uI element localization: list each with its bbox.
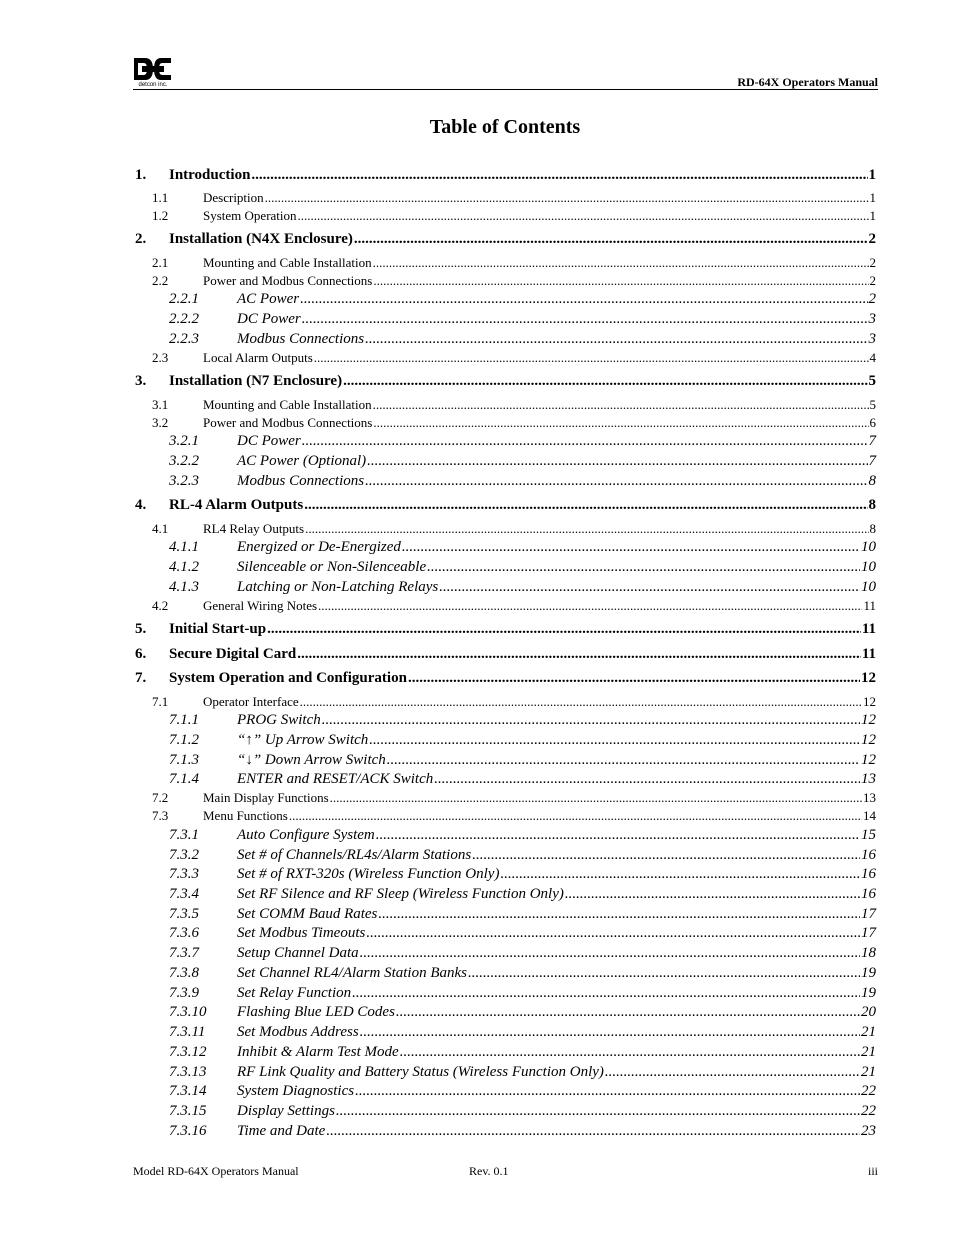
toc-entry-7-3-7[interactable]: [135, 945, 876, 962]
toc-leader-dots: [378, 906, 860, 923]
toc-entry-7-3-4[interactable]: [135, 886, 876, 903]
toc-leader-dots: [322, 712, 860, 729]
toc-entry-number: 5.: [135, 621, 147, 637]
page-title: Table of Contents: [429, 116, 581, 138]
toc-entry-page: 13: [861, 771, 876, 787]
table-of-contents: [135, 0, 876, 1235]
toc-entry-number: 7.1: [152, 694, 169, 709]
toc-entry-title: Time and Date: [237, 1123, 326, 1139]
toc-entry-number: 2.2.2: [169, 311, 199, 327]
toc-entry-7-3-8[interactable]: [135, 965, 876, 982]
toc-leader-dots: [360, 945, 860, 962]
toc-entry-title: System Diagnostics: [237, 1083, 355, 1099]
toc-entry-page: 11: [861, 621, 876, 637]
toc-entry-4-1-1[interactable]: [135, 539, 876, 556]
toc-leader-dots: [500, 866, 860, 883]
toc-leader-dots: [354, 231, 868, 248]
toc-entry-5[interactable]: [135, 621, 876, 638]
toc-leader-dots: [605, 1064, 860, 1081]
toc-entry-page: 16: [861, 847, 876, 863]
toc-entry-6[interactable]: [135, 646, 876, 663]
toc-entry-number: 3.2: [152, 415, 169, 430]
toc-leader-dots: [251, 167, 867, 184]
toc-entry-title: Initial Start-up: [169, 621, 267, 637]
footer-page-number: iii: [867, 1164, 878, 1178]
toc-entry-page: 5: [869, 397, 876, 412]
toc-entry-number: 4.1.2: [169, 559, 199, 575]
toc-entry-3-2[interactable]: [135, 415, 876, 431]
toc-leader-dots: [387, 752, 860, 769]
toc-entry-number: 7.3.9: [169, 985, 199, 1001]
toc-entry-7-1-4[interactable]: [135, 771, 876, 788]
toc-entry-number: 2.3: [152, 350, 169, 365]
toc-entry-7-3-6[interactable]: [135, 925, 876, 942]
toc-entry-number: 2.2.3: [169, 331, 199, 347]
toc-entry-number: 7.3.4: [169, 886, 199, 902]
toc-leader-dots: [305, 521, 868, 537]
toc-entry-page: 1: [869, 208, 876, 223]
toc-entry-page: 1: [868, 167, 876, 183]
toc-entry-title: Secure Digital Card: [169, 646, 297, 662]
toc-leader-dots: [396, 1004, 860, 1021]
toc-leader-dots: [267, 621, 861, 638]
toc-entry-title: Setup Channel Data: [237, 945, 359, 961]
toc-entry-title: Power and Modbus Connections: [203, 273, 373, 288]
toc-entry-number: 3.1: [152, 397, 169, 412]
toc-entry-title: Auto Configure System: [237, 827, 375, 843]
toc-entry-2-2-3[interactable]: [135, 331, 876, 348]
toc-entry-7-1[interactable]: [135, 694, 876, 710]
toc-entry-page: 2: [869, 255, 876, 270]
toc-entry-page: 12: [861, 752, 876, 768]
toc-entry-number: 7.3.14: [169, 1083, 207, 1099]
toc-entry-7-3-15[interactable]: [135, 1103, 876, 1120]
toc-entry-number: 4.2: [152, 598, 169, 613]
toc-entry-number: 7.3.10: [169, 1004, 207, 1020]
toc-leader-dots: [330, 790, 862, 806]
toc-entry-title: Power and Modbus Connections: [203, 415, 373, 430]
toc-leader-dots: [373, 415, 868, 431]
footer-center: Rev. 0.1: [469, 1164, 509, 1178]
toc-leader-dots: [297, 646, 861, 663]
toc-leader-dots: [343, 373, 867, 390]
toc-entry-title: Set # of RXT-320s (Wireless Function Only): [237, 866, 500, 882]
toc-entry-4-1-2[interactable]: [135, 559, 876, 576]
toc-leader-dots: [300, 694, 862, 710]
toc-entry-page: 8: [868, 497, 876, 513]
toc-entry-number: 7.3.3: [169, 866, 199, 882]
toc-entry-page: 2: [868, 291, 876, 307]
toc-entry-page: 6: [869, 415, 876, 430]
toc-entry-number: 7.3.5: [169, 906, 199, 922]
toc-entry-number: 2.: [135, 231, 147, 247]
toc-entry-title: DC Power: [237, 433, 301, 449]
toc-entry-page: 16: [861, 886, 876, 902]
toc-entry-number: 7.3.12: [169, 1044, 207, 1060]
toc-entry-number: 1.1: [152, 190, 169, 205]
toc-entry-2[interactable]: [135, 231, 876, 248]
toc-leader-dots: [365, 331, 867, 348]
toc-entry-number: 7.3.15: [169, 1103, 207, 1119]
toc-entry-title: AC Power: [237, 291, 300, 307]
toc-entry-7-3-1[interactable]: [135, 827, 876, 844]
toc-entry-page: 3: [868, 331, 876, 347]
toc-entry-page: 19: [861, 985, 876, 1001]
toc-entry-page: 12: [861, 732, 876, 748]
toc-entry-7-3-10[interactable]: [135, 1004, 876, 1021]
toc-entry-7-3-9[interactable]: [135, 985, 876, 1002]
toc-entry-1-1[interactable]: [135, 190, 876, 206]
toc-entry-7[interactable]: [135, 670, 876, 687]
toc-leader-dots: [373, 397, 869, 413]
toc-entry-number: 7.1.2: [169, 732, 199, 748]
toc-entry-page: 17: [861, 925, 876, 941]
footer-left: Model RD-64X Operators Manual: [133, 1164, 299, 1178]
toc-entry-3-2-2[interactable]: [135, 453, 876, 470]
toc-entry-title: Operator Interface: [203, 694, 299, 709]
toc-entry-title: RL-4 Alarm Outputs: [169, 497, 304, 513]
toc-entry-page: 19: [861, 965, 876, 981]
toc-entry-page: 5: [868, 373, 876, 389]
toc-entry-page: 2: [868, 231, 876, 247]
toc-entry-number: 7.: [135, 670, 147, 686]
toc-entry-number: 4.1.1: [169, 539, 199, 555]
toc-leader-dots: [314, 350, 869, 366]
toc-entry-page: 21: [861, 1044, 876, 1060]
toc-leader-dots: [373, 273, 868, 289]
toc-entry-page: 16: [861, 866, 876, 882]
toc-entry-title: Set Relay Function: [237, 985, 352, 1001]
toc-entry-page: 12: [861, 670, 876, 686]
toc-entry-title: Description: [203, 190, 264, 205]
toc-entry-title: System Operation: [203, 208, 297, 223]
toc-entry-7-3-3[interactable]: [135, 866, 876, 883]
toc-entry-number: 7.2: [152, 790, 169, 805]
toc-entry-number: 6.: [135, 646, 147, 662]
toc-entry-3-2-1[interactable]: [135, 433, 876, 450]
toc-entry-title: Mounting and Cable Installation: [203, 255, 372, 270]
toc-entry-number: 4.1: [152, 521, 169, 536]
logo-subtext: detcon inc.: [138, 82, 168, 88]
toc-entry-7-3-13[interactable]: [135, 1064, 876, 1081]
toc-entry-title: Flashing Blue LED Codes: [237, 1004, 395, 1020]
toc-entry-page: 11: [861, 646, 876, 662]
toc-entry-page: 22: [861, 1103, 876, 1119]
toc-entry-7-1-3[interactable]: [135, 752, 876, 769]
toc-entry-page: 23: [861, 1123, 876, 1139]
toc-entry-title: Inhibit & Alarm Test Mode: [237, 1044, 399, 1060]
toc-entry-number: 2.1: [152, 255, 169, 270]
toc-entry-title: Latching or Non-Latching Relays: [237, 579, 439, 595]
toc-entry-title: ENTER and RESET/ACK Switch: [237, 771, 434, 787]
toc-entry-page: 7: [868, 433, 876, 449]
toc-entry-page: 21: [861, 1064, 876, 1080]
toc-entry-2-3[interactable]: [135, 350, 876, 366]
toc-entry-7-3-14[interactable]: [135, 1083, 876, 1100]
toc-entry-1[interactable]: [135, 167, 876, 184]
toc-entry-number: 7.3.8: [169, 965, 199, 981]
toc-entry-page: 20: [861, 1004, 876, 1020]
toc-entry-3-2-3[interactable]: [135, 473, 876, 490]
toc-entry-7-3-2[interactable]: [135, 847, 876, 864]
toc-leader-dots: [427, 559, 860, 576]
toc-entry-3-1[interactable]: [135, 397, 876, 413]
toc-entry-number: 7.3.16: [169, 1123, 207, 1139]
toc-entry-title: Modbus Connections: [237, 473, 365, 489]
toc-entry-page: 2: [869, 273, 876, 288]
header-title: RD-64X Operators Manual: [737, 75, 878, 89]
toc-entry-title: Display Settings: [237, 1103, 335, 1119]
toc-entry-page: 13: [863, 790, 876, 805]
toc-entry-3[interactable]: [135, 373, 876, 390]
toc-entry-2-1[interactable]: [135, 255, 876, 271]
toc-entry-7-1-2[interactable]: [135, 732, 876, 749]
toc-entry-1-2[interactable]: [135, 208, 876, 224]
toc-leader-dots: [408, 670, 860, 687]
toc-entry-title: AC Power (Optional): [237, 453, 367, 469]
toc-leader-dots: [434, 771, 860, 788]
toc-entry-title: Local Alarm Outputs: [203, 350, 313, 365]
toc-leader-dots: [400, 1044, 860, 1061]
toc-entry-number: 3.2.2: [169, 453, 199, 469]
toc-leader-dots: [468, 965, 860, 982]
toc-entry-title: DC Power: [237, 311, 301, 327]
toc-entry-page: 14: [863, 808, 876, 823]
toc-entry-number: 7.3.13: [169, 1064, 207, 1080]
toc-entry-number: 3.2.1: [169, 433, 199, 449]
toc-entry-number: 7.3.7: [169, 945, 199, 961]
toc-entry-title: Main Display Functions: [203, 790, 329, 805]
toc-entry-title: PROG Switch: [237, 712, 321, 728]
toc-entry-4-1-3[interactable]: [135, 579, 876, 596]
toc-entry-7-3-16[interactable]: [135, 1123, 876, 1140]
toc-leader-dots: [439, 579, 860, 596]
toc-entry-page: 21: [861, 1024, 876, 1040]
toc-leader-dots: [376, 827, 860, 844]
toc-entry-number: 2.2.1: [169, 291, 199, 307]
toc-entry-number: 1.2: [152, 208, 169, 223]
toc-entry-number: 7.3: [152, 808, 169, 823]
toc-leader-dots: [369, 732, 860, 749]
toc-leader-dots: [360, 1024, 860, 1041]
toc-leader-dots: [373, 255, 869, 271]
toc-entry-page: 1: [869, 190, 876, 205]
toc-leader-dots: [326, 1123, 860, 1140]
toc-entry-7-3-5[interactable]: [135, 906, 876, 923]
toc-leader-dots: [265, 190, 869, 206]
toc-leader-dots: [402, 539, 860, 556]
toc-entry-number: 7.3.6: [169, 925, 199, 941]
toc-leader-dots: [300, 291, 867, 308]
toc-entry-number: 3.: [135, 373, 147, 389]
toc-entry-title: Silenceable or Non-Silenceable: [237, 559, 427, 575]
toc-entry-7-3-12[interactable]: [135, 1044, 876, 1061]
toc-entry-page: 7: [868, 453, 876, 469]
toc-leader-dots: [298, 208, 869, 224]
toc-leader-dots: [367, 453, 867, 470]
toc-entry-title: Set Modbus Timeouts: [237, 925, 366, 941]
toc-entry-number: 7.3.11: [169, 1024, 206, 1040]
toc-entry-title: “↓” Down Arrow Switch: [237, 752, 386, 768]
toc-entry-page: 3: [868, 311, 876, 327]
toc-entry-page: 10: [861, 579, 876, 595]
toc-entry-7-3-11[interactable]: [135, 1024, 876, 1041]
toc-entry-title: System Operation and Configuration: [169, 670, 407, 686]
toc-entry-title: Set # of Channels/RL4s/Alarm Stations: [237, 847, 472, 863]
toc-entry-page: 22: [861, 1083, 876, 1099]
toc-entry-number: 7.1.4: [169, 771, 199, 787]
toc-entry-2-2-2[interactable]: [135, 311, 876, 328]
toc-entry-title: RL4 Relay Outputs: [203, 521, 305, 536]
toc-leader-dots: [302, 311, 868, 328]
toc-entry-title: Energized or De-Energized: [237, 539, 401, 555]
toc-entry-title: Set RF Silence and RF Sleep (Wireless Function Only): [237, 886, 564, 902]
toc-entry-page: 15: [861, 827, 876, 843]
toc-entry-title: RF Link Quality and Battery Status (Wireless Function Only): [237, 1064, 604, 1080]
toc-entry-page: 4: [869, 350, 876, 365]
toc-entry-2-2-1[interactable]: [135, 291, 876, 308]
toc-entry-number: 4.: [135, 497, 147, 513]
toc-entry-page: 18: [861, 945, 876, 961]
toc-entry-page: 10: [861, 539, 876, 555]
toc-entry-number: 7.1.1: [169, 712, 199, 728]
toc-entry-title: “↑” Up Arrow Switch: [237, 732, 369, 748]
toc-entry-page: 8: [868, 473, 876, 489]
toc-entry-title: Modbus Connections: [237, 331, 365, 347]
toc-entry-number: 4.1.3: [169, 579, 199, 595]
toc-entry-page: 12: [861, 712, 876, 728]
toc-leader-dots: [366, 925, 860, 942]
toc-leader-dots: [289, 808, 862, 824]
toc-entry-page: 17: [861, 906, 876, 922]
toc-entry-4-1[interactable]: [135, 521, 876, 537]
toc-entry-number: 7.3.2: [169, 847, 199, 863]
toc-entry-number: 7.3.1: [169, 827, 199, 843]
toc-leader-dots: [472, 847, 860, 864]
toc-leader-dots: [304, 497, 867, 514]
toc-entry-title: Set COMM Baud Rates: [237, 906, 378, 922]
toc-leader-dots: [352, 985, 860, 1002]
toc-entry-title: Introduction: [169, 167, 251, 183]
toc-entry-title: General Wiring Notes: [203, 598, 318, 613]
toc-leader-dots: [365, 473, 867, 490]
toc-entry-4[interactable]: [135, 497, 876, 514]
toc-entry-number: 1.: [135, 167, 147, 183]
toc-leader-dots: [565, 886, 860, 903]
toc-entry-7-1-1[interactable]: [135, 712, 876, 729]
toc-entry-number: 2.2: [152, 273, 169, 288]
toc-entry-7-2[interactable]: [135, 790, 876, 806]
toc-leader-dots: [318, 598, 862, 614]
toc-entry-number: 3.2.3: [169, 473, 199, 489]
toc-entry-title: Installation (N4X Enclosure): [169, 231, 353, 247]
toc-entry-page: 12: [863, 694, 876, 709]
toc-leader-dots: [336, 1103, 860, 1120]
toc-entry-7-3[interactable]: [135, 808, 876, 824]
toc-leader-dots: [355, 1083, 860, 1100]
toc-entry-title: Menu Functions: [203, 808, 288, 823]
toc-entry-2-2[interactable]: [135, 273, 876, 289]
toc-entry-title: Mounting and Cable Installation: [203, 397, 372, 412]
toc-entry-number: 7.1.3: [169, 752, 199, 768]
toc-entry-4-2[interactable]: [135, 598, 876, 614]
toc-entry-page: 11: [863, 598, 876, 613]
toc-entry-page: 10: [861, 559, 876, 575]
toc-entry-title: Installation (N7 Enclosure): [169, 373, 343, 389]
toc-entry-page: 8: [869, 521, 876, 536]
toc-entry-title: Set Channel RL4/Alarm Station Banks: [237, 965, 467, 981]
toc-entry-title: Set Modbus Address: [237, 1024, 359, 1040]
toc-leader-dots: [302, 433, 868, 450]
